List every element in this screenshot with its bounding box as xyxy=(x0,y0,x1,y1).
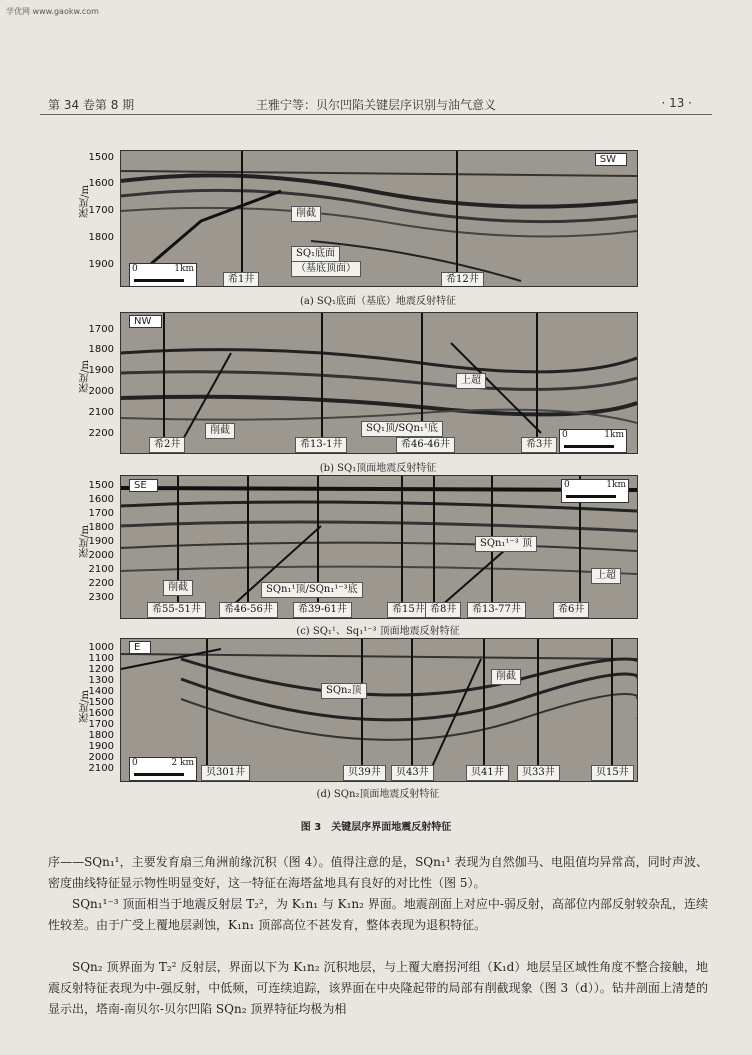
label-c-2: 上超 xyxy=(591,568,621,584)
header-rule xyxy=(40,114,712,115)
tick-b-4: 2100 xyxy=(88,407,114,418)
tick-c-8: 2300 xyxy=(88,592,114,603)
tick-c-6: 2100 xyxy=(88,564,114,575)
well-line-d-6 xyxy=(611,639,613,781)
well-line-b-1 xyxy=(163,313,165,453)
well-c-1: 希46-56井 xyxy=(219,602,278,618)
well-line-b-4 xyxy=(536,313,538,453)
well-b-2: 希46-46井 xyxy=(396,437,455,453)
scale-b-bar xyxy=(564,445,614,448)
depth-label-d: 深度/m xyxy=(80,690,91,723)
well-c-2: 希39-61井 xyxy=(293,602,352,618)
scale-b-end: 1km xyxy=(604,430,624,440)
subcaption-a: (a) SQ₁底面（基底）地震反射特征 xyxy=(299,296,456,307)
tick-c-7: 2200 xyxy=(88,578,114,589)
tick-a-3: 1800 xyxy=(88,232,114,243)
subcaption-c: (c) SQ₁¹、Sq₁¹⁻³ 顶面地震反射特征 xyxy=(296,626,460,637)
tick-d-11: 2100 xyxy=(88,763,114,774)
tick-d-2: 1200 xyxy=(88,664,114,675)
well-line-d-4 xyxy=(483,639,485,781)
well-line-d-5 xyxy=(537,639,539,781)
well-c-3: 希15井 xyxy=(387,602,430,618)
tick-c-4: 1900 xyxy=(88,536,114,547)
well-a-1: 希12井 xyxy=(441,272,484,287)
label-a-2: （基底顶面） xyxy=(291,261,361,277)
scale-a-bar xyxy=(134,279,184,282)
y-axis-a xyxy=(78,150,118,280)
tick-c-2: 1700 xyxy=(88,508,114,519)
scale-a-start: 0 xyxy=(132,264,138,274)
tick-d-3: 1300 xyxy=(88,675,114,686)
label-b-1: 上超 xyxy=(456,373,486,389)
tick-d-8: 1800 xyxy=(88,730,114,741)
direction-b: NW xyxy=(129,315,162,328)
well-d-1: 贝39井 xyxy=(343,765,386,781)
well-c-6: 希6井 xyxy=(553,602,589,618)
well-d-3: 贝41井 xyxy=(466,765,509,781)
scale-d xyxy=(129,757,197,781)
scale-d-bar xyxy=(134,773,184,776)
tick-c-5: 2000 xyxy=(88,550,114,561)
scale-c-bar xyxy=(566,495,616,498)
watermark: 学优网 www.gaokw.com xyxy=(6,7,99,16)
tick-b-1: 1800 xyxy=(88,344,114,355)
well-d-5: 贝15井 xyxy=(591,765,634,781)
well-line-c-2 xyxy=(247,476,249,618)
well-line-d-3 xyxy=(411,639,413,781)
direction-a: SW xyxy=(595,153,627,166)
subcaption-b: (b) SQ₁顶面地震反射特征 xyxy=(319,463,437,474)
y-axis-d xyxy=(78,640,118,780)
figure-caption: 图 3 关键层序界面地震反射特征 xyxy=(300,822,452,833)
tick-a-4: 1900 xyxy=(88,259,114,270)
scale-d-start: 0 xyxy=(132,758,138,768)
well-c-4: 希8井 xyxy=(425,602,461,618)
well-line-c-5 xyxy=(433,476,435,618)
depth-label-c: 深度/m xyxy=(80,525,91,558)
label-d-0: SQn₂顶 xyxy=(321,683,367,699)
seismic-panel-d xyxy=(120,638,638,782)
seismic-texture-a xyxy=(121,151,637,286)
depth-label-b: 深度/m xyxy=(80,360,91,393)
scale-a-end: 1km xyxy=(174,264,194,274)
tick-a-1: 1600 xyxy=(88,178,114,189)
header-journal-issue: 第 34 卷第 8 期 xyxy=(48,98,135,112)
label-c-1: 削截 xyxy=(163,580,193,596)
tick-d-0: 1000 xyxy=(88,642,114,653)
well-d-2: 贝43井 xyxy=(391,765,434,781)
well-line-c-1 xyxy=(177,476,179,618)
header-title: 王雅宁等：贝尔凹陷关键层序识别与油气意义 xyxy=(255,98,496,112)
label-a-0: 削截 xyxy=(291,206,321,222)
seismic-texture-c xyxy=(121,476,637,618)
direction-d: E xyxy=(129,641,151,654)
scale-c-start: 0 xyxy=(564,480,570,490)
scale-a xyxy=(129,263,197,287)
well-d-4: 贝33井 xyxy=(517,765,560,781)
well-d-0: 贝301井 xyxy=(201,765,250,781)
well-line-a-1 xyxy=(241,151,243,286)
header-page-number: · 13 · xyxy=(661,96,692,110)
direction-c: SE xyxy=(129,479,158,492)
well-line-a-2 xyxy=(456,151,458,286)
tick-c-1: 1600 xyxy=(88,494,114,505)
tick-d-7: 1700 xyxy=(88,719,114,730)
well-a-0: 希1井 xyxy=(223,272,259,287)
label-a-1: SQ₁底面 xyxy=(291,246,340,262)
label-b-2: SQ₁顶/SQn₁¹底 xyxy=(361,421,443,437)
well-b-1: 希13-1井 xyxy=(295,437,347,453)
seismic-panel-b xyxy=(120,312,638,454)
tick-b-3: 2000 xyxy=(88,386,114,397)
tick-b-5: 2200 xyxy=(88,428,114,439)
tick-c-0: 1500 xyxy=(88,480,114,491)
seismic-texture-d xyxy=(121,639,637,781)
well-c-0: 希55-51井 xyxy=(147,602,206,618)
scale-c-end: 1km xyxy=(606,480,626,490)
well-line-c-4 xyxy=(401,476,403,618)
tick-c-3: 1800 xyxy=(88,522,114,533)
well-line-d-1 xyxy=(206,639,208,781)
paragraph-2: SQn₁¹⁻³ 顶面相当于地震反射层 T₂²，为 K₁n₁ 与 K₁n₂ 界面。地震剖面上对应中-弱反射，高部位内部反射较杂乱，连续性较差。由于广受上覆地层剥蚀，K₁n₁ 顶部高位不甚发育，整体表现为退积特征。 xyxy=(48,897,708,932)
seismic-panel-c xyxy=(120,475,638,619)
well-line-b-2 xyxy=(321,313,323,453)
tick-b-2: 1900 xyxy=(88,365,114,376)
well-b-3: 希3井 xyxy=(521,437,557,453)
label-c-0: SQn₁¹⁻³ 顶 xyxy=(475,536,537,552)
well-line-d-2 xyxy=(361,639,363,781)
tick-d-1: 1100 xyxy=(88,653,114,664)
tick-d-9: 1900 xyxy=(88,741,114,752)
tick-b-0: 1700 xyxy=(88,324,114,335)
y-axis-c xyxy=(78,478,118,618)
y-axis-b xyxy=(78,322,118,452)
scale-b-start: 0 xyxy=(562,430,568,440)
tick-d-4: 1400 xyxy=(88,686,114,697)
seismic-panel-a xyxy=(120,150,638,287)
label-b-0: 削截 xyxy=(205,423,235,439)
well-c-5: 希13-77井 xyxy=(467,602,526,618)
tick-a-2: 1700 xyxy=(88,205,114,216)
subcaption-d: (d) SQn₂顶面地震反射特征 xyxy=(316,789,440,800)
well-b-0: 希2井 xyxy=(149,437,185,453)
scale-d-end: 2 km xyxy=(171,758,194,768)
tick-d-10: 2000 xyxy=(88,752,114,763)
label-d-1: 削截 xyxy=(491,669,521,685)
depth-label-a: 深度/m xyxy=(80,185,91,218)
tick-d-5: 1500 xyxy=(88,697,114,708)
paragraph-1: 序——SQn₁¹，主要发育扇三角洲前缘沉积（图 4）。值得注意的是，SQn₁¹ 表现为自然伽马、电阻值均异常高，同时声波、密度曲线特征显示物性明显变好，这一特征在海塔盆地具有良好的对比性（图 5）。 xyxy=(48,855,708,890)
scale-b xyxy=(559,429,627,453)
tick-d-6: 1600 xyxy=(88,708,114,719)
tick-a-0: 1500 xyxy=(88,152,114,163)
paragraph-3: SQn₂ 顶界面为 T₂² 反射层，界面以下为 K₁n₂ 沉积地层，与上覆大磨拐河组（K₁d）地层呈区域性角度不整合接触，地震反射特征表现为中-强反射，中低频，可连续追踪，该界面在中央隆起带的局部有削截现象（图 3（d））。钻井剖面上清楚的显示出，塔南-南贝尔-贝尔凹陷 SQn₂ 顶界特征均极为相 xyxy=(48,960,708,1016)
label-c-3: SQn₁¹顶/SQn₁¹⁻³底 xyxy=(261,582,363,598)
scale-c xyxy=(561,479,629,503)
